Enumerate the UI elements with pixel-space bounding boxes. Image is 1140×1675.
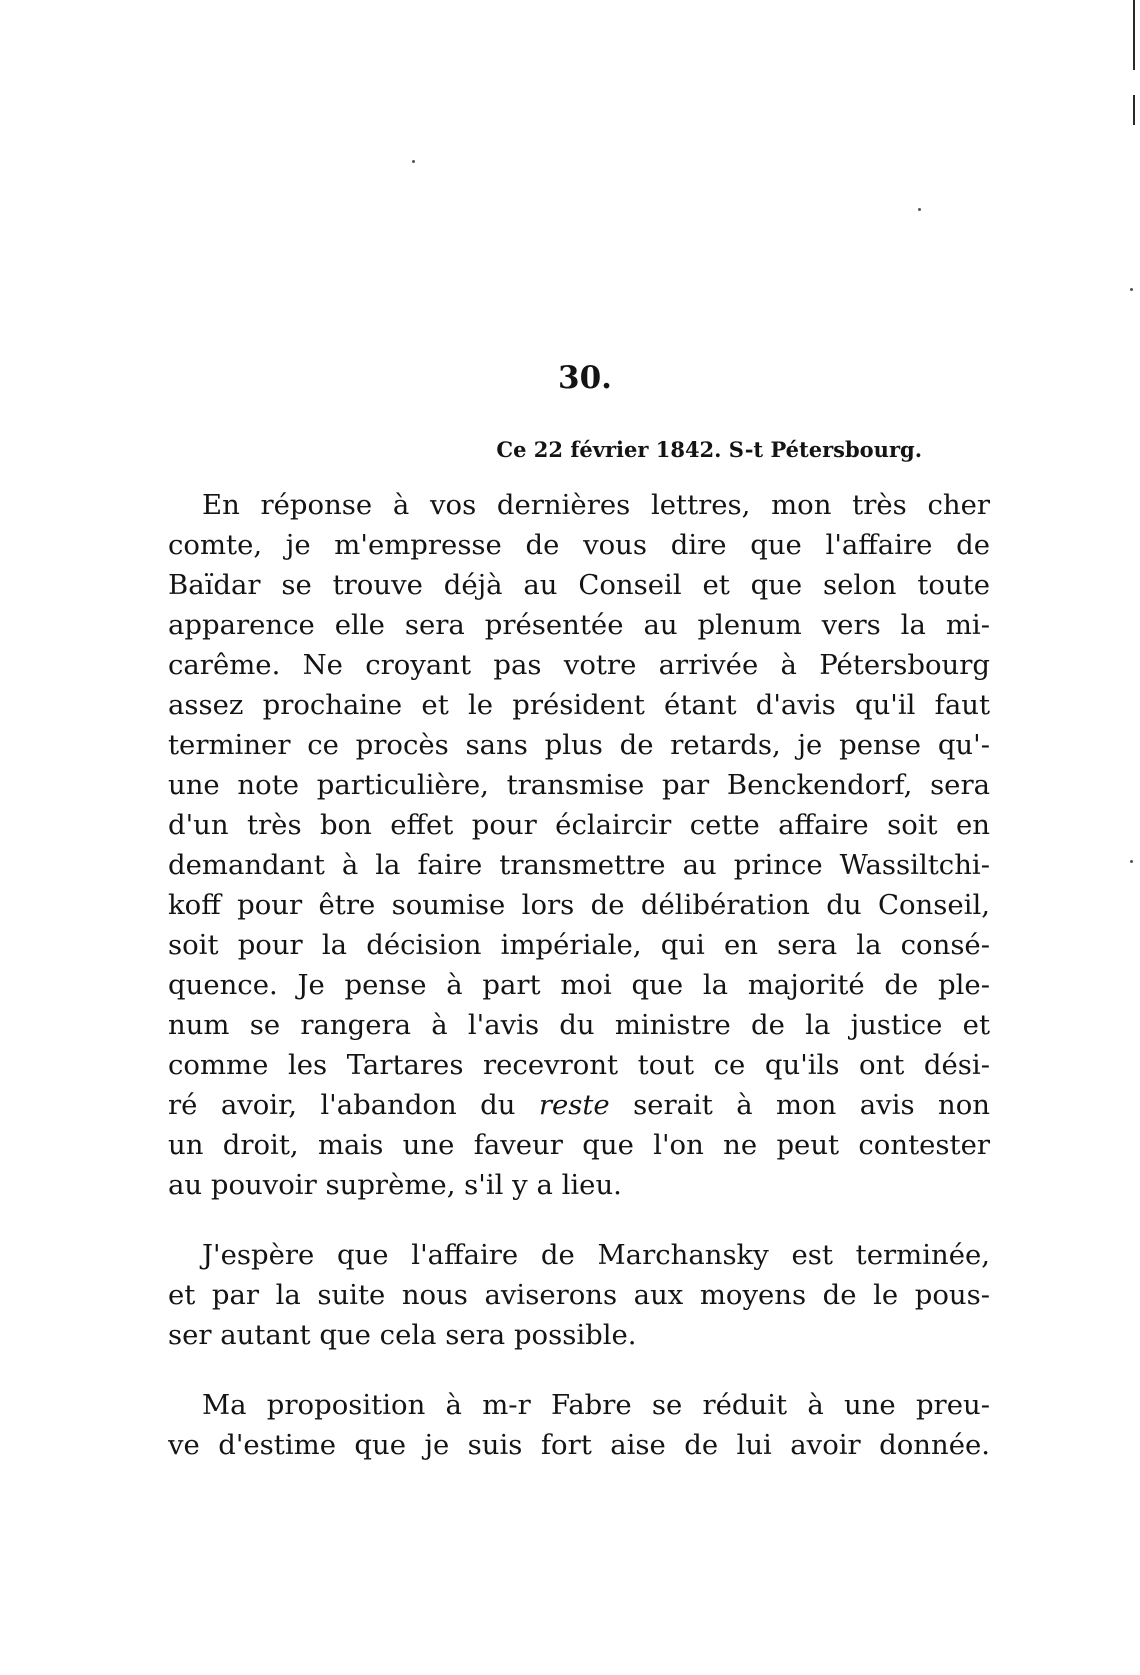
text-line: au pouvoir suprème, s'il y a lieu.	[168, 1169, 622, 1201]
scan-speck	[1130, 860, 1133, 863]
text-line-with-italic	[168, 1085, 990, 1125]
scan-speck	[1130, 288, 1133, 291]
paragraph-2	[168, 1235, 990, 1355]
italic-word: reste	[538, 1089, 610, 1121]
text-line: koff pour être soumise lors de délibération du Conseil,	[168, 889, 990, 921]
text-line: soit pour la décision impériale, qui en sera la consé-	[168, 929, 990, 961]
text-line: d'un très bon effet pour éclaircir cette affaire soit en	[168, 809, 990, 841]
text-line: Baïdar se trouve déjà au Conseil et que selon toute	[168, 569, 990, 601]
paragraph-3	[168, 1385, 990, 1465]
text-line: carême. Ne croyant pas votre arrivée à Pétersbourg	[168, 649, 990, 681]
scan-edge-mark	[1133, 95, 1135, 125]
text-fragment: ré avoir, l'abandon du	[168, 1089, 539, 1121]
scan-edge-mark	[1133, 0, 1135, 70]
text-line: terminer ce procès sans plus de retards, je pense qu'-	[168, 729, 990, 761]
text-line: Ma proposition à m-r Fabre se réduit à une preu-	[202, 1389, 990, 1421]
text-line: ser autant que cela sera possible.	[168, 1319, 637, 1351]
paragraph-1	[168, 485, 990, 1205]
text-line: un droit, mais une faveur que l'on ne peut contester	[168, 1129, 990, 1161]
text-line: quence. Je pense à part moi que la majorité de ple-	[168, 969, 990, 1001]
text-line: num se rangera à l'avis du ministre de la justice et	[168, 1009, 990, 1041]
scan-speck	[918, 208, 921, 211]
letter-number: 30.	[558, 360, 612, 396]
text-line: comme les Tartares recevront tout ce qu'ils ont dési-	[168, 1049, 990, 1081]
text-line: une note particulière, transmise par Benckendorf, sera	[168, 769, 990, 801]
text-line: En réponse à vos dernières lettres, mon très cher	[202, 489, 990, 521]
text-line: demandant à la faire transmettre au prince Wassiltchi-	[168, 849, 990, 881]
text-line: J'espère que l'affaire de Marchansky est terminée,	[202, 1239, 990, 1271]
text-line: et par la suite nous aviserons aux moyens de le pous-	[168, 1279, 990, 1311]
letter-dateline: Ce 22 février 1842. S-t Pétersbourg.	[496, 437, 922, 462]
text-line: apparence elle sera présentée au plenum vers la mi-	[168, 609, 990, 641]
text-line: assez prochaine et le président étant d'avis qu'il faut	[168, 689, 990, 721]
text-line: ve d'estime que je suis fort aise de lui avoir donnée.	[168, 1429, 990, 1461]
text-fragment: serait à mon avis non	[609, 1089, 990, 1121]
letter-body	[168, 485, 990, 1495]
text-line: comte, je m'empresse de vous dire que l'affaire de	[168, 529, 990, 561]
scan-speck	[412, 160, 415, 163]
